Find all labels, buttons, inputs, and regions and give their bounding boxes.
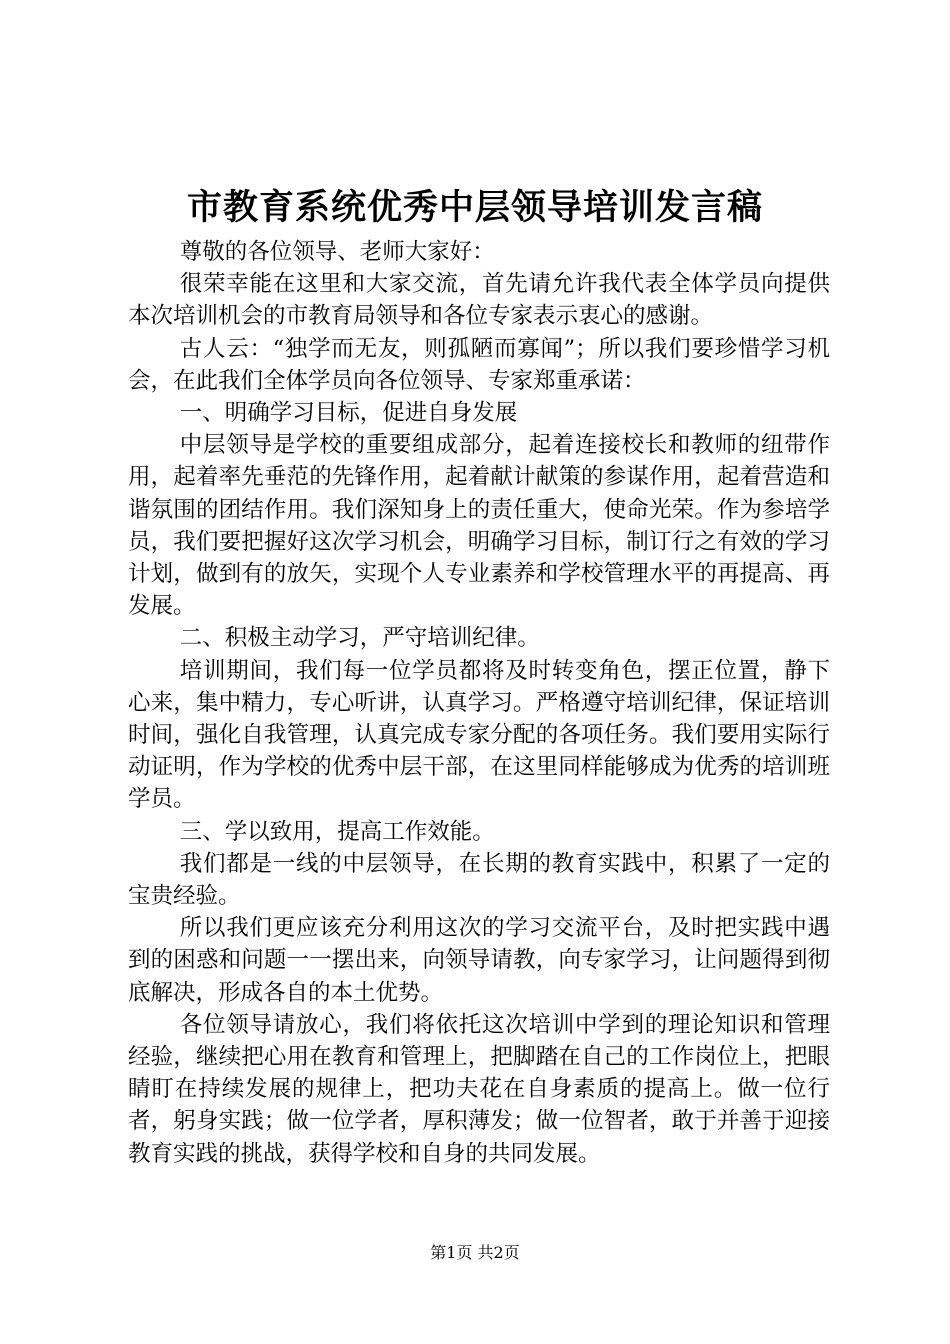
page-footer: 第1页 共2页: [430, 1243, 520, 1262]
paragraph-section-2: 培训期间，我们每一位学员都将及时转变角色，摆正位置，静下心来，集中精力，专心听讲，认真学习。严格遵守培训纪律，保证培训时间，强化自我管理，认真完成专家分配的各项任务。我们要用实际行动证明，作为学校的优秀中层干部，在这里同样能够成为优秀的培训班学员。: [128, 657, 830, 813]
section-heading-1: 一、明确学习目标，促进自身发展: [179, 400, 518, 427]
section-heading-3: 三、学以致用，提高工作效能。: [179, 818, 495, 845]
paragraph-section-3a: 我们都是一线的中层领导，在长期的教育实践中，积累了一定的宝贵经验。: [128, 850, 830, 910]
paragraph-quote: 古人云：“独学而无友，则孤陋而寡闻”；所以我们要珍惜学习机会，在此我们全体学员向各位领导、专家郑重承诺：: [128, 335, 830, 394]
paragraph-salutation: 尊敬的各位领导、老师大家好：: [179, 239, 495, 265]
paragraph-section-1: 中层领导是学校的重要组成部分，起着连接校长和教师的纽带作用，起着率先垂范的先锋作用，起着献计献策的参谋作用，起着营造和谐氛围的团结作用。我们深知身上的责任重大，使命光荣。作为参培学员，我们要把握好这次学习机会，明确学习目标，制订行之有效的学习计划，做到有的放矢，实现个人专业素养和学校管理水平的再提高、再发展。: [128, 432, 830, 620]
document-body: [128, 236, 830, 1170]
paragraph-section-3b: 所以我们更应该充分利用这次的学习交流平台，及时把实践中遇到的困惑和问题一一摆出来，向领导请教，向专家学习，让问题得到彻底解决，形成各自的本土优势。: [128, 915, 830, 1006]
paragraph-thanks: 很荣幸能在这里和大家交流，首先请允许我代表全体学员向提供本次培训机会的市教育局领导和各位专家表示衷心的感谢。: [128, 271, 830, 330]
section-heading-2: 二、积极主动学习，严守培训纪律。: [179, 625, 540, 652]
document-title: 市教育系统优秀中层领导培训发言稿: [186, 187, 763, 228]
paragraph-closing: 各位领导请放心，我们将依托这次培训中学到的理论知识和管理经验，继续把心用在教育和管理上，把脚踏在自己的工作岗位上，把眼睛盯在持续发展的规律上，把功夫花在自身素质的提高上。做一位行者，躬身实践；做一位学者，厚积薄发；做一位智者，敢于并善于迎接教育实践的挑战，获得学校和自身的共同发展。: [128, 1011, 830, 1167]
